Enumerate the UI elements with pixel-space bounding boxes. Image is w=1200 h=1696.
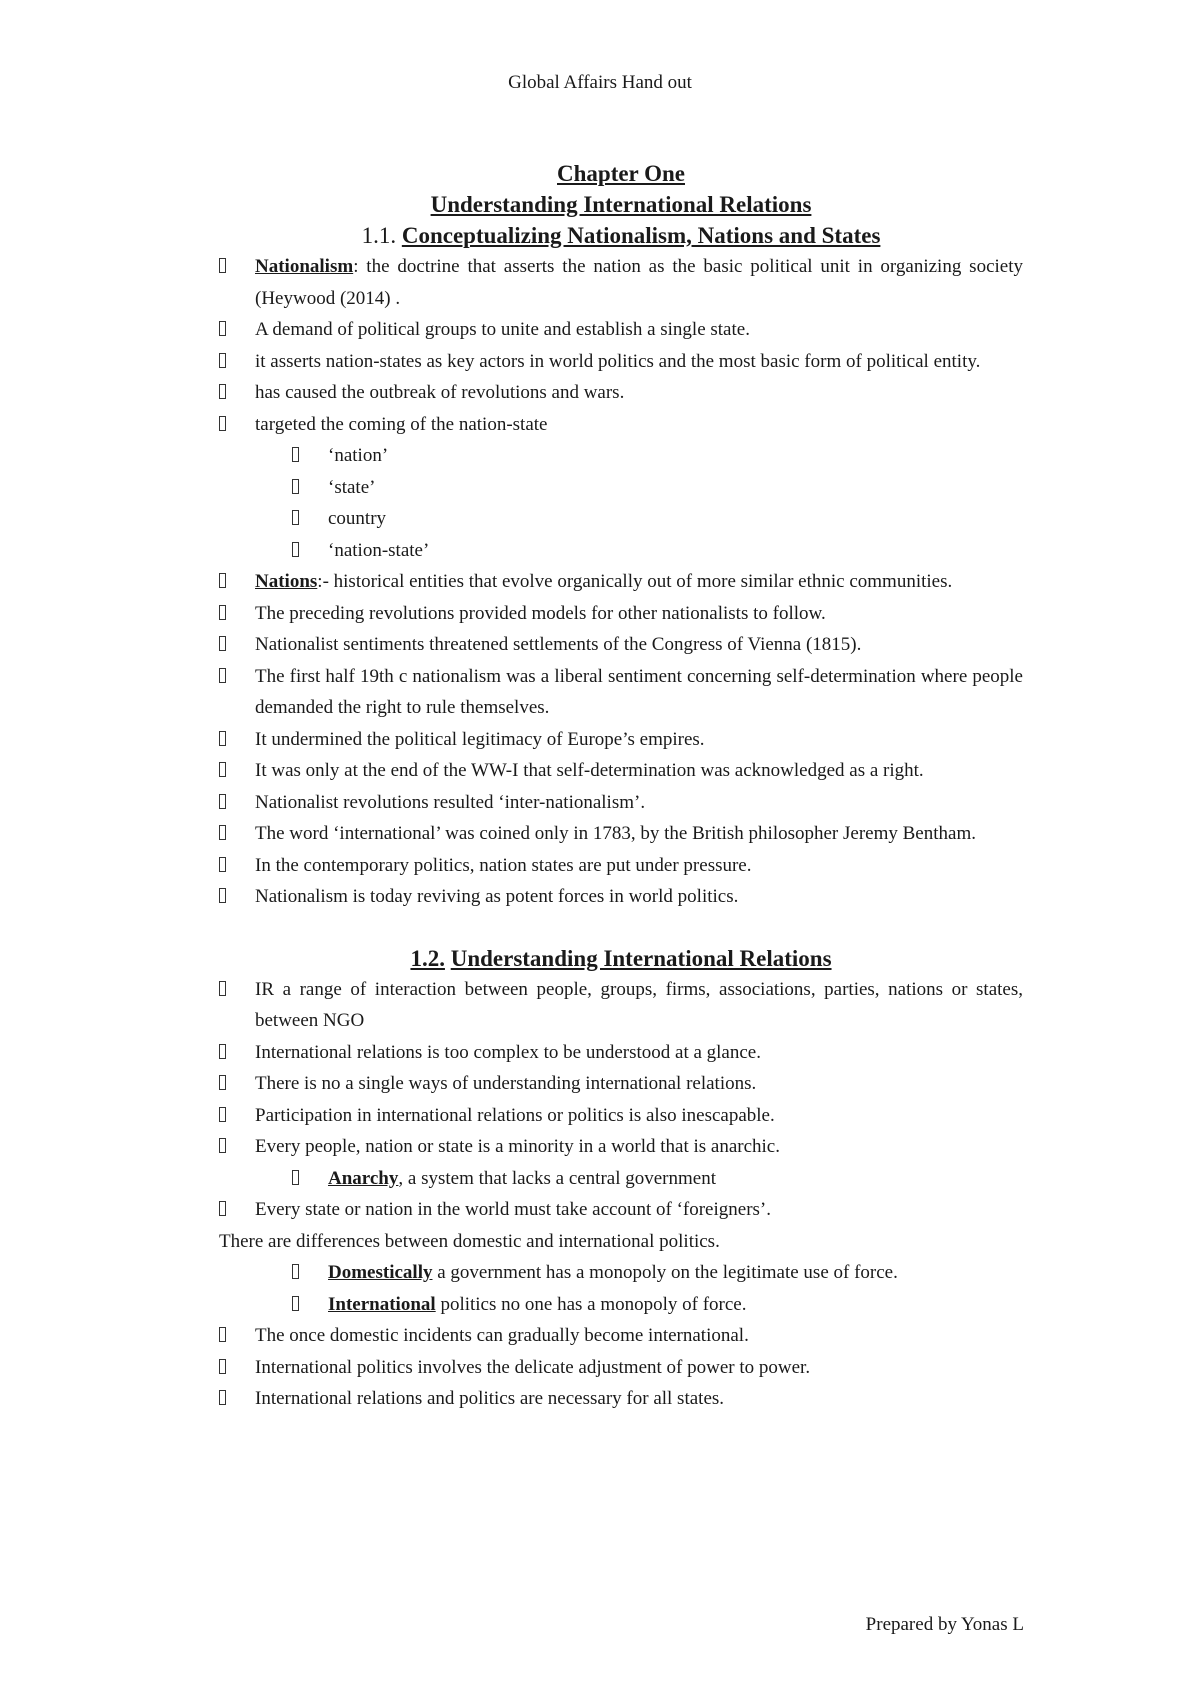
list-item <box>219 598 1023 630</box>
list-item <box>219 346 1023 378</box>
bullet-icon <box>219 1327 226 1342</box>
list-item-text: The word ‘international’ was coined only in 1783, by the British philosopher Jeremy Bentham. <box>255 823 976 844</box>
list-item <box>219 661 1023 724</box>
list-item-text: The first half 19th c nationalism was a liberal sentiment concerning self-determination where people demanded the right to rule themselves. <box>255 665 1023 718</box>
list-item <box>219 251 1023 314</box>
section-1-number: 1.1. <box>361 223 397 248</box>
chapter-subtitle: Understanding International Relations <box>430 192 812 217</box>
chapter-title: Chapter One <box>557 161 685 186</box>
list-item <box>219 1194 1023 1226</box>
list-item <box>219 1257 1023 1289</box>
bullet-icon <box>219 731 226 746</box>
section-2-paragraph: There are differences between domestic and international politics. <box>219 1230 720 1252</box>
list-item <box>219 787 1023 819</box>
section-1-bullet-list <box>219 251 1023 913</box>
list-item <box>219 440 1023 472</box>
key-term: Anarchy <box>328 1167 399 1189</box>
bullet-icon <box>219 384 226 399</box>
bullet-icon <box>219 762 226 777</box>
list-item <box>219 974 1023 1037</box>
list-item-text: The preceding revolutions provided models for other nationalists to follow. <box>255 602 826 624</box>
bullet-icon <box>292 1170 299 1185</box>
list-item-text: International relations is too complex to be understood at a glance. <box>255 1041 761 1063</box>
list-item <box>219 629 1023 661</box>
bullet-icon <box>219 794 226 809</box>
list-item-text: Participation in international relations or politics is also inescapable. <box>255 1104 775 1126</box>
list-item <box>219 314 1023 346</box>
list-item <box>219 1068 1023 1100</box>
list-item-text: politics no one has a monopoly of force. <box>435 1293 747 1315</box>
list-item <box>219 472 1023 504</box>
list-item-text: IR a range of interaction between people, groups, firms, associations, parties, nations or states, between NGO <box>255 978 1023 1031</box>
list-item <box>219 377 1023 409</box>
list-item-text: It undermined the political legitimacy of Europe’s empires. <box>255 728 705 750</box>
bullet-icon <box>219 1107 226 1122</box>
bullet-icon <box>219 1138 226 1153</box>
page-header: Global Affairs Hand out <box>508 72 692 93</box>
bullet-icon <box>219 888 226 903</box>
list-item <box>219 1320 1023 1352</box>
section-1-title: Conceptualizing Nationalism, Nations and States <box>401 223 881 248</box>
list-item <box>219 1163 1023 1195</box>
bullet-icon <box>219 1201 226 1216</box>
list-item <box>219 850 1023 882</box>
list-item-text: A demand of political groups to unite and establish a single state. <box>255 319 750 340</box>
list-item <box>219 566 1023 598</box>
bullet-icon <box>219 416 226 431</box>
bullet-icon <box>292 510 299 525</box>
bullet-icon <box>292 479 299 494</box>
list-item-text: Nationalist revolutions resulted ‘inter-nationalism’. <box>255 791 646 813</box>
bullet-icon <box>219 1075 226 1090</box>
list-item-text: Every people, nation or state is a minority in a world that is anarchic. <box>255 1136 780 1157</box>
list-item-text: International relations and politics are necessary for all states. <box>255 1388 725 1409</box>
list-item <box>219 503 1023 535</box>
list-item <box>219 1289 1023 1321</box>
bullet-icon <box>219 636 226 651</box>
list-item-text: ‘state’ <box>328 476 376 498</box>
bullet-icon <box>219 857 226 872</box>
list-item <box>219 1100 1023 1132</box>
section-2-bullet-list-b <box>219 1257 1023 1415</box>
section-2-heading <box>219 943 1023 974</box>
content-body <box>219 158 1023 1415</box>
section-1-heading <box>219 220 1023 251</box>
bullet-icon <box>292 1264 299 1279</box>
list-item-text: : the doctrine that asserts the nation as the basic political unit in organizing society (Heywood (2014) . <box>255 256 1023 309</box>
list-item-text: a government has a monopoly on the legitimate use of force. <box>432 1262 898 1283</box>
list-item <box>219 1037 1023 1069</box>
list-item <box>219 1383 1023 1415</box>
bullet-icon <box>292 1296 299 1311</box>
bullet-icon <box>219 1044 226 1059</box>
list-item-text: ‘nation’ <box>328 445 389 466</box>
list-item-text: country <box>328 508 387 529</box>
list-item-text: targeted the coming of the nation-state <box>255 413 548 435</box>
bullet-icon <box>219 573 226 588</box>
bullet-icon <box>219 258 226 273</box>
bullet-icon <box>219 605 226 620</box>
page-footer: Prepared by Yonas L <box>865 1614 1024 1635</box>
bullet-icon <box>219 1359 226 1374</box>
list-item <box>219 535 1023 567</box>
list-item-text: it asserts nation-states as key actors in world politics and the most basic form of political entity. <box>255 350 981 372</box>
key-term: Nationalism <box>255 256 354 277</box>
list-item <box>219 818 1023 850</box>
list-item-text: has caused the outbreak of revolutions and wars. <box>255 382 625 403</box>
list-item <box>219 1352 1023 1384</box>
list-item <box>219 1131 1023 1163</box>
key-term: Nations <box>255 571 318 592</box>
list-item-text: Nationalist sentiments threatened settlements of the Congress of Vienna (1815). <box>255 634 862 655</box>
bullet-icon <box>292 542 299 557</box>
bullet-icon <box>219 668 226 683</box>
list-item-text: It was only at the end of the WW-I that self-determination was acknowledged as a right. <box>255 760 924 781</box>
bullet-icon <box>292 447 299 462</box>
list-item <box>219 755 1023 787</box>
list-item-text: Every state or nation in the world must take account of ‘foreigners’. <box>255 1199 771 1220</box>
list-item-text: The once domestic incidents can gradually become international. <box>255 1325 749 1346</box>
list-item-text: :- historical entities that evolve organically out of more similar ethnic communities. <box>317 571 953 592</box>
section-2-bullet-list-a <box>219 974 1023 1226</box>
list-item-text: Nationalism is today reviving as potent forces in world politics. <box>255 886 739 907</box>
bullet-icon <box>219 353 226 368</box>
bullet-icon <box>219 825 226 840</box>
list-item <box>219 881 1023 913</box>
bullet-icon <box>219 1390 226 1405</box>
list-item-text: , a system that lacks a central government <box>398 1167 717 1189</box>
key-term: Domestically <box>328 1262 433 1283</box>
section-2-title: Understanding International Relations <box>450 945 832 971</box>
list-item-text: International politics involves the delicate adjustment of power to power. <box>255 1356 811 1378</box>
section-2-number: 1.2. <box>410 945 445 971</box>
list-item <box>219 724 1023 756</box>
key-term: International <box>328 1293 436 1315</box>
bullet-icon <box>219 321 226 336</box>
bullet-icon <box>219 981 226 996</box>
list-item-text: In the contemporary politics, nation states are put under pressure. <box>255 854 752 876</box>
list-item <box>219 409 1023 441</box>
list-item-text: There is no a single ways of understanding international relations. <box>255 1073 757 1094</box>
list-item-text: ‘nation-state’ <box>328 539 430 561</box>
